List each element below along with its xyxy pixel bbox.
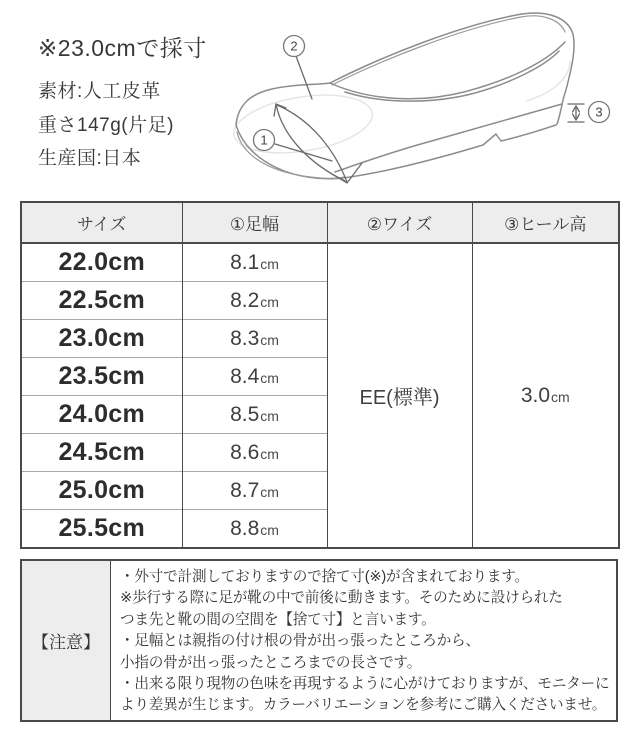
- diagram-label-3: [589, 102, 610, 123]
- measure-note: ※23.0cmで採寸: [38, 35, 207, 61]
- notice-line: ・外寸で計測しておりますので捨て寸(※)が含まれております。: [120, 569, 529, 585]
- notice-line: つま先と靴の間の空間を【捨て寸】と言います。: [120, 611, 436, 628]
- foot-width-cell: [182, 243, 327, 282]
- size-cell: 24.5cm: [21, 434, 182, 472]
- sole-seam-line: [335, 104, 562, 172]
- foot-width-value: 8.3: [230, 326, 260, 350]
- foot-width-cell: [182, 510, 327, 549]
- header-row: [21, 202, 619, 243]
- notice-label: 【注意】: [22, 561, 111, 720]
- size-cell: 25.0cm: [21, 472, 182, 510]
- heel-height-cell: [472, 243, 619, 548]
- wise-cell: EE(標準): [327, 243, 472, 548]
- opening-edge: [330, 42, 565, 99]
- heel-dimension-marker: [568, 104, 584, 122]
- foot-width-value: 8.4: [230, 364, 260, 388]
- col-header-heel-height: ③ヒール高: [472, 202, 619, 243]
- size-cell: 25.5cm: [21, 510, 182, 549]
- notice-text: [111, 561, 616, 720]
- foot-width-value: 8.2: [230, 288, 260, 312]
- foot-width-value: 8.1: [230, 250, 260, 274]
- foot-width-unit: cm: [260, 331, 279, 348]
- label-1-number: 1: [260, 132, 268, 148]
- label-2-number: 2: [290, 38, 298, 54]
- foot-width-cell: [182, 396, 327, 434]
- foot-width-cell: [182, 320, 327, 358]
- size-table-header: [21, 202, 619, 243]
- notice-line: 小指の骨が出っ張ったところまでの長さです。: [120, 654, 422, 671]
- foot-width-value: 8.6: [230, 440, 260, 464]
- width-measure-arrow: [274, 104, 362, 183]
- notice-line: より差異が生じます。カラーバリエーションを参考にご購入くださいませ。: [120, 697, 607, 714]
- size-cell: 23.0cm: [21, 320, 182, 358]
- foot-width-value: 8.5: [230, 402, 260, 426]
- insole-line: [345, 51, 559, 101]
- product-info: [38, 30, 207, 176]
- foot-width-cell: [182, 358, 327, 396]
- label-3-number: 3: [595, 104, 603, 120]
- foot-width-unit: cm: [260, 407, 279, 424]
- col-header-foot-width: ①足幅: [182, 202, 327, 243]
- country-text: 生産国:日本: [38, 148, 142, 169]
- notice-box: [20, 559, 618, 722]
- foot-width-unit: cm: [260, 521, 279, 538]
- notice-line: ・足幅とは親指の付け根の骨が出っ張ったところから、: [120, 633, 480, 650]
- size-cell: 24.0cm: [21, 396, 182, 434]
- diagram-label-2: [284, 36, 305, 57]
- size-cell: 22.5cm: [21, 282, 182, 320]
- shoe-illustration: [228, 4, 636, 196]
- size-table-body: [21, 243, 619, 548]
- size-cell: 22.0cm: [21, 243, 182, 282]
- material-text: 素材:人工皮革: [38, 81, 161, 102]
- foot-width-cell: [182, 282, 327, 320]
- col-header-size: サイズ: [21, 202, 182, 243]
- foot-width-cell: [182, 472, 327, 510]
- diagram-label-1: [254, 130, 275, 151]
- foot-width-unit: cm: [260, 445, 279, 462]
- heel-height-unit: cm: [551, 388, 570, 405]
- foot-width-unit: cm: [260, 369, 279, 386]
- size-cell: 23.5cm: [21, 358, 182, 396]
- size-row: [21, 243, 619, 282]
- weight-text: 重さ147g(片足): [38, 114, 174, 136]
- heel-height-value: 3.0: [520, 383, 551, 407]
- foot-width-value: 8.7: [230, 478, 260, 502]
- notice-line: ※歩行する際に足が靴の中で前後に動きます。そのために設けられた: [120, 590, 563, 607]
- size-table: [20, 201, 620, 549]
- foot-width-cell: [182, 434, 327, 472]
- col-header-wise: ②ワイズ: [327, 202, 472, 243]
- foot-width-value: 8.8: [230, 516, 260, 540]
- topline-binding: [332, 16, 565, 85]
- foot-width-unit: cm: [260, 293, 279, 310]
- shoe-diagram: [228, 4, 636, 196]
- notice-line: ・出来る限り現物の色味を再現するように心がけておりますが、モニターに: [120, 676, 610, 693]
- foot-width-unit: cm: [260, 255, 279, 272]
- foot-width-unit: cm: [260, 483, 279, 500]
- faint-heel-arc: [526, 61, 570, 101]
- label2-pointer-line: [296, 56, 312, 99]
